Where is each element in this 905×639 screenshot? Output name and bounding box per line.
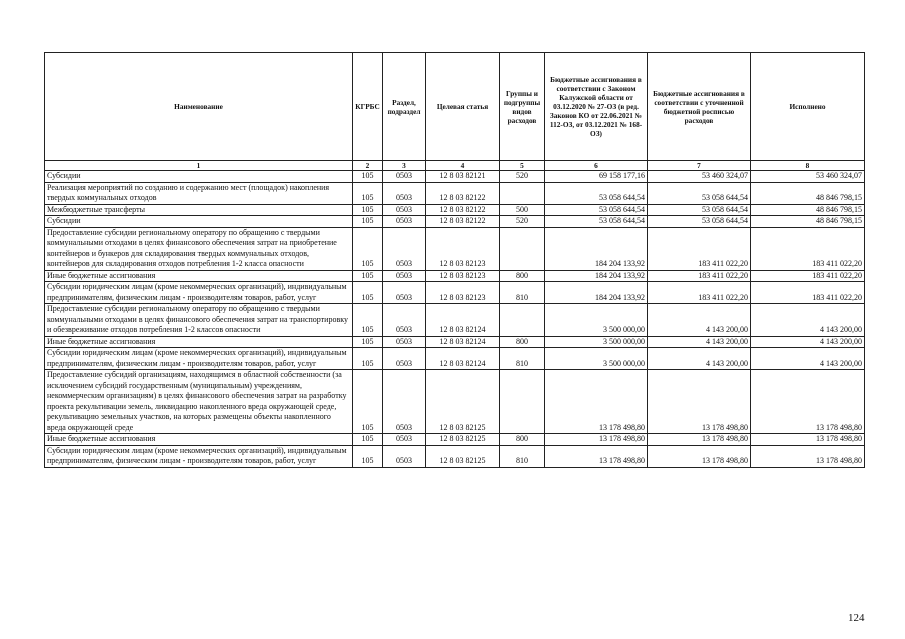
table-cell-name: Субсидии юридическим лицам (кроме некоммерческих организаций), индивидуальным предпринимателям, физическим лицам - производителям товаров, работ, услуг: [45, 282, 353, 304]
table-cell-refined: 183 411 022,20: [648, 270, 751, 282]
table-cell-section: 0503: [383, 304, 426, 337]
table-cell-kgrbs: 105: [353, 348, 383, 370]
col-number: 2: [353, 161, 383, 171]
header-refined: Бюджетные ассигнования в соответствии с уточненной бюджетной росписью расходов: [648, 53, 751, 161]
table-cell-target: 12 8 03 82122: [426, 204, 500, 216]
table-cell-name: Иные бюджетные ассигнования: [45, 336, 353, 348]
header-groups: Группы и подгруппы видов расходов: [500, 53, 545, 161]
col-number: 4: [426, 161, 500, 171]
table-cell-executed: 48 846 798,15: [751, 204, 865, 216]
table-cell-refined: 13 178 498,80: [648, 445, 751, 467]
col-number: 8: [751, 161, 865, 171]
table-cell-group: [500, 227, 545, 270]
table-row: [45, 270, 865, 282]
table-cell-target: 12 8 03 82125: [426, 434, 500, 446]
table-row: [45, 304, 865, 337]
table-cell-group: 520: [500, 171, 545, 183]
table-cell-group: 810: [500, 445, 545, 467]
table-cell-executed: 13 178 498,80: [751, 445, 865, 467]
table-cell-refined: 4 143 200,00: [648, 336, 751, 348]
table-cell-target: 12 8 03 82123: [426, 227, 500, 270]
table-cell-section: 0503: [383, 171, 426, 183]
table-cell-section: 0503: [383, 336, 426, 348]
table-cell-refined: 183 411 022,20: [648, 227, 751, 270]
table-row: [45, 216, 865, 228]
table-cell-group: 800: [500, 434, 545, 446]
column-number-row: [45, 161, 865, 171]
table-cell-name: Субсидии юридическим лицам (кроме некоммерческих организаций), индивидуальным предпринимателям, физическим лицам - производителям товаров, работ, услуг: [45, 348, 353, 370]
table-row: [45, 348, 865, 370]
table-cell-executed: 48 846 798,15: [751, 216, 865, 228]
table-cell-target: 12 8 03 82123: [426, 270, 500, 282]
table-cell-executed: 183 411 022,20: [751, 227, 865, 270]
table-row: [45, 434, 865, 446]
table-cell-target: 12 8 03 82122: [426, 182, 500, 204]
table-cell-section: 0503: [383, 204, 426, 216]
table-cell-law: 53 058 644,54: [545, 216, 648, 228]
table-cell-refined: 13 178 498,80: [648, 370, 751, 434]
table-cell-target: 12 8 03 82124: [426, 348, 500, 370]
table-cell-group: [500, 304, 545, 337]
table-cell-name: Субсидии: [45, 216, 353, 228]
header-name: Наименование: [45, 53, 353, 161]
table-cell-group: 800: [500, 270, 545, 282]
table-row: [45, 336, 865, 348]
table-cell-law: 184 204 133,92: [545, 270, 648, 282]
table-cell-executed: 53 460 324,07: [751, 171, 865, 183]
table-cell-target: 12 8 03 82125: [426, 445, 500, 467]
table-cell-name: Иные бюджетные ассигнования: [45, 434, 353, 446]
table-cell-law: 184 204 133,92: [545, 227, 648, 270]
table-cell-kgrbs: 105: [353, 434, 383, 446]
table-cell-kgrbs: 105: [353, 270, 383, 282]
table-cell-law: 13 178 498,80: [545, 434, 648, 446]
table-cell-refined: 13 178 498,80: [648, 434, 751, 446]
table-cell-target: 12 8 03 82124: [426, 336, 500, 348]
table-cell-law: 3 500 000,00: [545, 304, 648, 337]
table-cell-name: Реализация мероприятий по созданию и содержанию мест (площадок) накопления твердых коммунальных отходов: [45, 182, 353, 204]
table-cell-target: 12 8 03 82121: [426, 171, 500, 183]
table-cell-executed: 48 846 798,15: [751, 182, 865, 204]
table-cell-executed: 183 411 022,20: [751, 282, 865, 304]
table-body: [45, 171, 865, 468]
table-header-row: [45, 53, 865, 161]
table-row: [45, 282, 865, 304]
table-cell-target: 12 8 03 82123: [426, 282, 500, 304]
table-cell-group: 800: [500, 336, 545, 348]
header-kgrbs: КГРБС: [353, 53, 383, 161]
table-cell-law: 13 178 498,80: [545, 370, 648, 434]
table-cell-executed: 4 143 200,00: [751, 304, 865, 337]
table-cell-law: 184 204 133,92: [545, 282, 648, 304]
table-cell-refined: 183 411 022,20: [648, 282, 751, 304]
table-cell-executed: 4 143 200,00: [751, 336, 865, 348]
table-cell-name: Субсидии юридическим лицам (кроме некоммерческих организаций), индивидуальным предпринимателям, физическим лицам - производителям товаров, работ, услуг: [45, 445, 353, 467]
table-cell-kgrbs: 105: [353, 304, 383, 337]
table-cell-name: Иные бюджетные ассигнования: [45, 270, 353, 282]
table-cell-law: 13 178 498,80: [545, 445, 648, 467]
table-cell-section: 0503: [383, 445, 426, 467]
table-cell-executed: 13 178 498,80: [751, 370, 865, 434]
col-number: 6: [545, 161, 648, 171]
table-cell-kgrbs: 105: [353, 227, 383, 270]
col-number: 3: [383, 161, 426, 171]
table-cell-target: 12 8 03 82125: [426, 370, 500, 434]
table-cell-group: 810: [500, 348, 545, 370]
table-cell-section: 0503: [383, 282, 426, 304]
table-cell-law: 69 158 177,16: [545, 171, 648, 183]
page-number: 124: [848, 612, 865, 624]
table-cell-executed: 183 411 022,20: [751, 270, 865, 282]
table-cell-kgrbs: 105: [353, 171, 383, 183]
table-cell-section: 0503: [383, 270, 426, 282]
table-cell-name: Предоставление субсидий организациям, находящимся в областной собственности (за исключением субсидий государственным (муниципальным) учреждениям, некоммерческим организациям) в целях финансового обеспечения затрат на разработку проекта рекультивации земель, ликвидацию накопленного вреда окружающей среде, рекультивацию земельных участков, на которых размещены объекты накопленного вреда окружающей среде: [45, 370, 353, 434]
table-cell-name: Межбюджетные трансферты: [45, 204, 353, 216]
table-cell-section: 0503: [383, 370, 426, 434]
table-cell-law: 3 500 000,00: [545, 348, 648, 370]
table-cell-target: 12 8 03 82124: [426, 304, 500, 337]
table-row: [45, 445, 865, 467]
table-cell-name: Предоставление субсидии региональному оператору по обращению с твердыми коммунальными отходами в целях финансового обеспечения затрат на приобретение контейнеров и бункеров для складирования твердых коммунальных отходов, контейнеров для складирования отходов потребления 1-2 класса опасности: [45, 227, 353, 270]
table-cell-refined: 53 058 644,54: [648, 204, 751, 216]
table-cell-section: 0503: [383, 182, 426, 204]
table-cell-refined: 53 460 324,07: [648, 171, 751, 183]
table-cell-group: 520: [500, 216, 545, 228]
table-cell-refined: 4 143 200,00: [648, 304, 751, 337]
table-cell-kgrbs: 105: [353, 445, 383, 467]
table-cell-kgrbs: 105: [353, 182, 383, 204]
table-row: [45, 227, 865, 270]
table-cell-group: [500, 182, 545, 204]
table-cell-law: 53 058 644,54: [545, 204, 648, 216]
header-executed: Исполнено: [751, 53, 865, 161]
table-cell-kgrbs: 105: [353, 336, 383, 348]
table-cell-section: 0503: [383, 227, 426, 270]
table-cell-section: 0503: [383, 434, 426, 446]
header-law: Бюджетные ассигнования в соответствии с Законом Калужской области от 03.12.2020 № 27-ОЗ (в ред. Законов КО от 22.06.2021 № 112-ОЗ, от 03.12.2021 № 168-ОЗ): [545, 53, 648, 161]
table-cell-name: Субсидии: [45, 171, 353, 183]
table-cell-refined: 53 058 644,54: [648, 182, 751, 204]
table-cell-group: 500: [500, 204, 545, 216]
table-cell-group: 810: [500, 282, 545, 304]
header-target: Целевая статья: [426, 53, 500, 161]
table-cell-target: 12 8 03 82122: [426, 216, 500, 228]
table-cell-section: 0503: [383, 216, 426, 228]
table-cell-group: [500, 370, 545, 434]
header-section: Раздел, подраздел: [383, 53, 426, 161]
budget-table: [44, 52, 865, 468]
table-cell-refined: 53 058 644,54: [648, 216, 751, 228]
table-cell-kgrbs: 105: [353, 204, 383, 216]
table-cell-law: 3 500 000,00: [545, 336, 648, 348]
table-cell-kgrbs: 105: [353, 216, 383, 228]
table-cell-kgrbs: 105: [353, 282, 383, 304]
table-row: [45, 182, 865, 204]
table-row: [45, 370, 865, 434]
table-cell-law: 53 058 644,54: [545, 182, 648, 204]
table-row: [45, 171, 865, 183]
table-cell-executed: 13 178 498,80: [751, 434, 865, 446]
table-cell-section: 0503: [383, 348, 426, 370]
table-cell-name: Предоставление субсидии региональному оператору по обращению с твердыми коммунальными отходами в целях финансового обеспечения затрат на транспортировку и обезвреживание отходов потребления 1-2 классов опасности: [45, 304, 353, 337]
table-cell-kgrbs: 105: [353, 370, 383, 434]
col-number: 5: [500, 161, 545, 171]
table-row: [45, 204, 865, 216]
col-number: 7: [648, 161, 751, 171]
col-number: 1: [45, 161, 353, 171]
table-cell-executed: 4 143 200,00: [751, 348, 865, 370]
table-cell-refined: 4 143 200,00: [648, 348, 751, 370]
